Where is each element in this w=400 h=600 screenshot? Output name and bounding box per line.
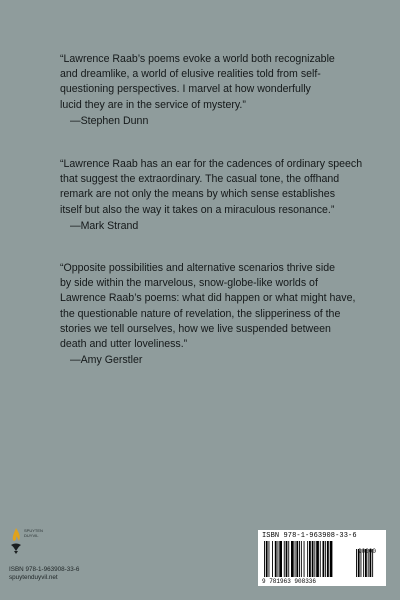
- barcode-bar: [299, 541, 300, 577]
- quote-line: and dreamlike, a world of elusive realities told from self-: [60, 68, 321, 81]
- logo-text-line: SPUYTEN: [24, 528, 43, 533]
- barcode-bar: [312, 541, 314, 577]
- barcode-bar: [330, 541, 333, 577]
- barcode-bar: [316, 541, 319, 577]
- publisher-website: spuytenduyvil.net: [9, 574, 58, 582]
- barcode-bar: [314, 541, 315, 577]
- barcode-bar: [291, 541, 294, 577]
- quote-line: questioning perspectives. I marvel at how wonderfully: [60, 83, 311, 96]
- barcode-bar: [295, 541, 296, 577]
- barcode-bar: [284, 541, 285, 577]
- barcode-bar: [325, 541, 326, 577]
- barcode-bar: [304, 541, 305, 577]
- barcode-bar: [320, 541, 321, 577]
- barcode-bar: [264, 541, 265, 577]
- publisher-logo-text: [24, 528, 43, 538]
- logo-text-line: DUYVIL: [24, 533, 39, 538]
- quote-line: by side within the marvelous, snow-globe-like worlds of: [60, 277, 318, 290]
- barcode-price-code: 90000: [358, 548, 377, 555]
- quote-line: stories we tell ourselves, how we live suspended between: [60, 322, 331, 335]
- quote-stephen-dunn: [60, 52, 360, 129]
- quote-line: itself but also the way it takes on a miraculous resonance.”: [60, 203, 335, 216]
- barcode-bar: [278, 541, 279, 577]
- barcode-bar: [288, 541, 289, 577]
- quote-attribution: —Amy Gerstler: [70, 354, 143, 367]
- barcode-bars: [264, 541, 380, 577]
- barcode-bar: [323, 541, 325, 577]
- quote-mark-strand: [60, 157, 363, 234]
- quote-line: Lawrence Raab’s poems: what did happen or what might have,: [60, 292, 356, 305]
- quote-attribution: —Stephen Dunn: [70, 114, 149, 127]
- quote-line: the questionable nature of revelation, the slipperiness of the: [60, 307, 341, 320]
- barcode-bar: [269, 541, 270, 577]
- quote-line: death and utter loveliness.”: [60, 338, 188, 351]
- barcode-bar: [301, 541, 302, 577]
- publisher-logo-icon: [8, 527, 24, 555]
- quote-line: “Opposite possibilities and alternative scenarios thrive side: [60, 262, 335, 274]
- barcode-bar: [279, 541, 282, 577]
- publisher-isbn: ISBN 978-1-963908-33-6: [9, 565, 80, 573]
- quote-line: “Lawrence Raab has an ear for the cadences of ordinary speech: [60, 158, 363, 170]
- barcode-bar: [275, 541, 277, 577]
- quote-attribution: —Mark Strand: [70, 219, 139, 232]
- quote-line: that suggest the extraordinary. The casual tone, the offhand: [60, 173, 340, 186]
- quote-amy-gerstler: [60, 261, 360, 368]
- barcode-addon-bar: [356, 549, 357, 577]
- barcode-bar: [272, 541, 273, 577]
- quote-line: remark are not only the means by which sense establishes: [60, 188, 335, 201]
- barcode-bar: [266, 541, 268, 577]
- barcode-bar: [296, 541, 298, 577]
- barcode-isbn-label: ISBN 978-1-963908-33-6: [262, 532, 357, 540]
- barcode-bar: [309, 541, 311, 577]
- barcode-bar: [286, 541, 288, 577]
- quote-line: “Lawrence Raab’s poems evoke a world both recognizable: [60, 53, 335, 65]
- barcode-digits: 9 781963 908336 90000: [262, 548, 377, 585]
- barcode-bar: [307, 541, 308, 577]
- publisher-info: [9, 566, 79, 583]
- isbn-barcode: [258, 530, 386, 586]
- barcode-bar: [327, 541, 329, 577]
- quote-line: lucid they are in the service of mystery.”: [60, 98, 246, 111]
